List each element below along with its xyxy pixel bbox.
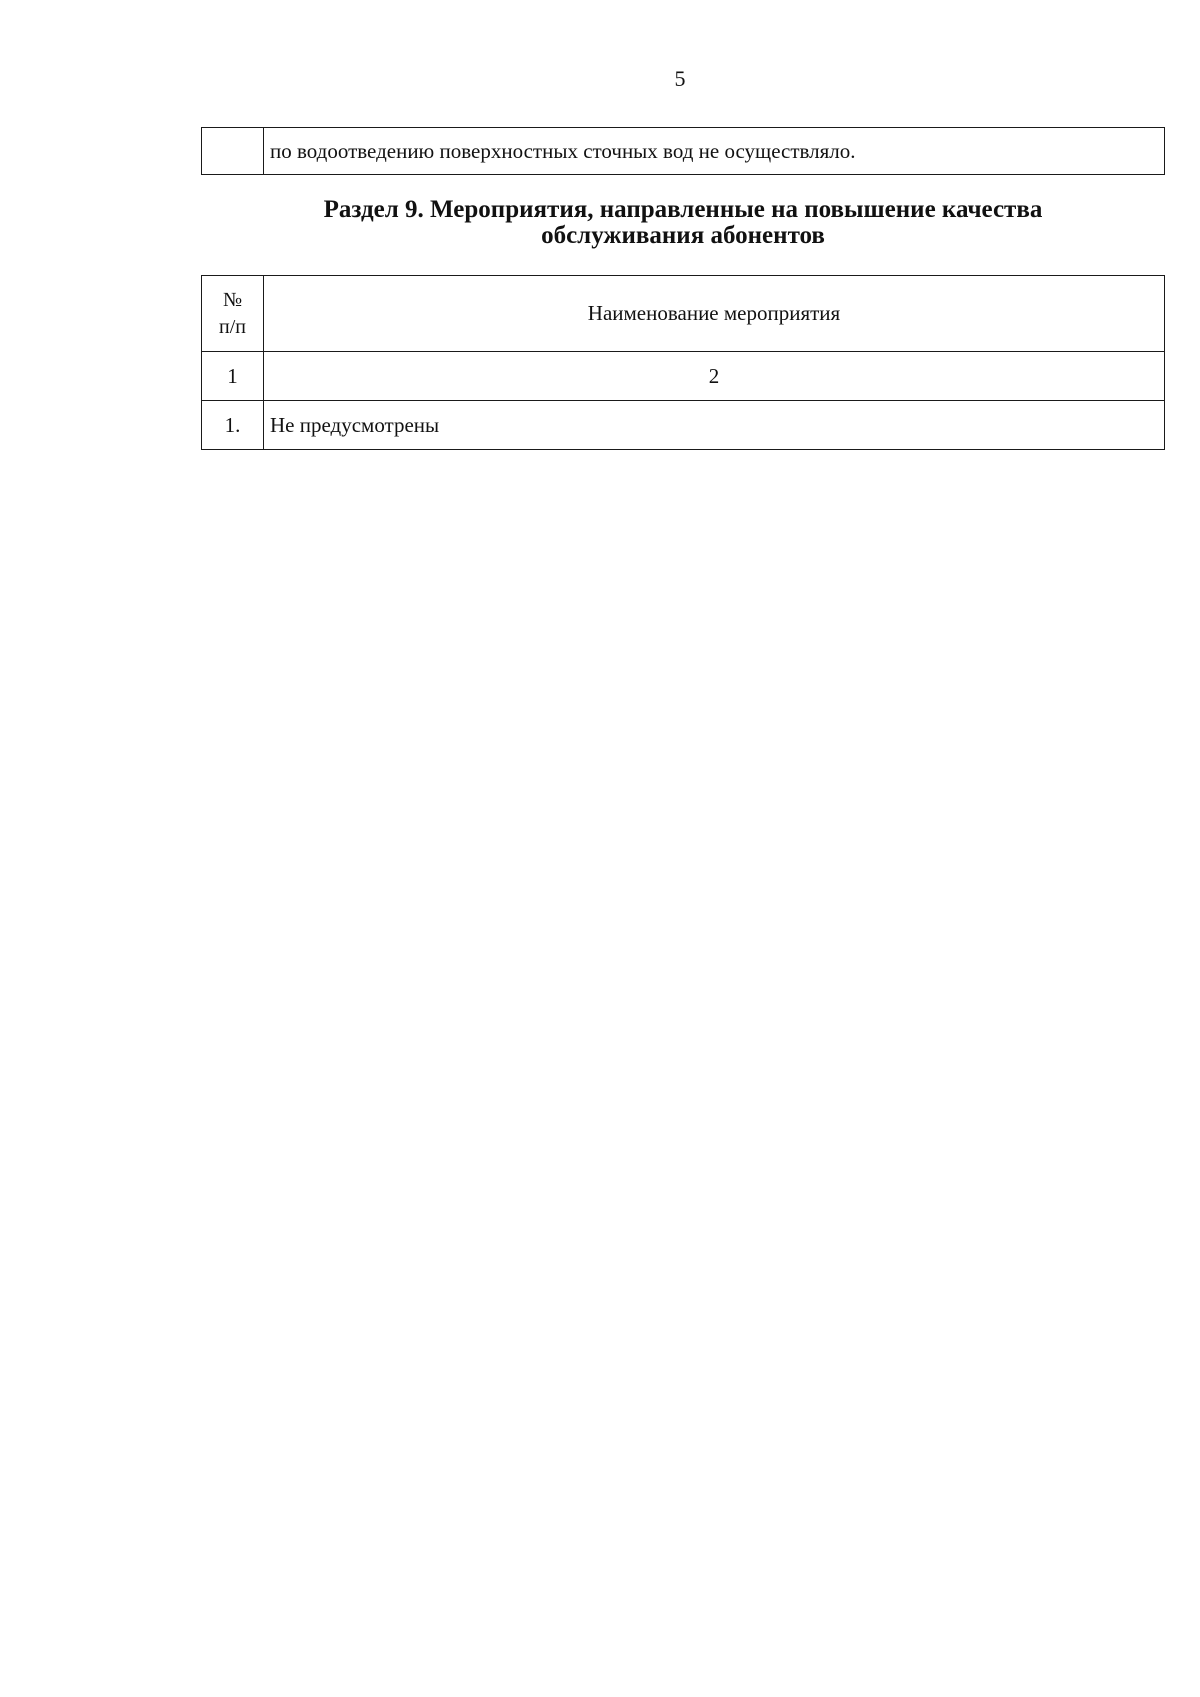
row-name-cell: Не предусмотрены: [264, 401, 1165, 450]
header-number-cell: [202, 276, 264, 352]
header-number-abbrev: п/п: [219, 315, 246, 338]
column-index-row: [202, 352, 1165, 401]
header-name-cell: Наименование мероприятия: [264, 276, 1165, 352]
section-title: [201, 197, 1165, 249]
column-index-name: 2: [264, 352, 1165, 401]
column-index-number: 1: [202, 352, 264, 401]
header-number-symbol: №: [222, 288, 243, 311]
row-text-cell: по водоотведению поверхностных сточных вод не осуществляло.: [264, 128, 1165, 175]
continuation-table: [201, 127, 1165, 175]
section-title-line-1: Раздел 9. Мероприятия, направленные на повышение качества: [323, 196, 1043, 223]
table-row: [202, 401, 1165, 450]
table-header-row: [202, 276, 1165, 352]
section-title-line-2: обслуживания абонентов: [541, 222, 825, 249]
row-number-cell: [202, 128, 264, 175]
page-number: 5: [674, 66, 686, 91]
table-row: [202, 128, 1165, 175]
measures-table: [201, 275, 1165, 450]
row-number-cell: 1.: [202, 401, 264, 450]
